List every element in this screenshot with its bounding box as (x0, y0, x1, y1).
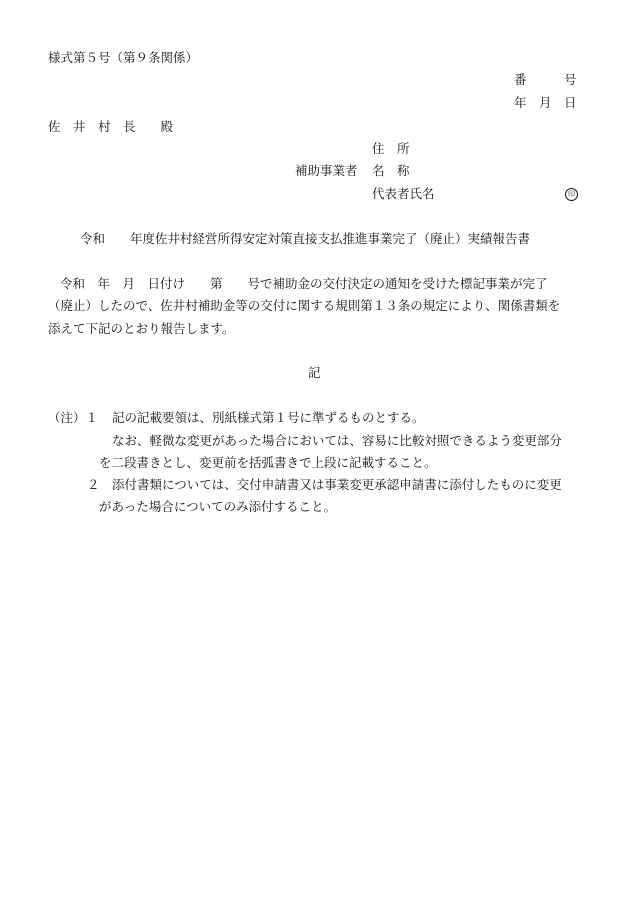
notes-label: （注）１ (48, 410, 99, 425)
note-2-line-2: があった場合についてのみ添付すること。 (99, 499, 337, 514)
form-number: 様式第５号（第９条関係） (48, 50, 199, 65)
applicant-representative-label: 代表者氏名 (372, 186, 435, 201)
document-title: 令和 年度佐井村経営所得安定対策直接支払推進事業完了（廃止）実績報告書 (80, 231, 531, 246)
applicant-address-label: 住 所 (372, 141, 410, 156)
note-1-line-3: を二段書きとし、変更前を括弧書きで上段に記載すること。 (99, 455, 437, 470)
ki-heading: 記 (308, 365, 321, 380)
body-line-1: 令和 年 月 日付け 第 号で補助金の交付決定の通知を受けた標記事業が完了 (60, 276, 548, 291)
body-line-2: （廃止）したので、佐井村補助金等の交付に関する規則第１３条の規定により、関係書類を (48, 298, 561, 313)
document-number-label: 番 号 (514, 72, 577, 87)
note-1-line-1: 記の記載要領は、別紙様式第１号に準ずるものとする。 (112, 410, 425, 425)
note-1-line-2: なお、軽微な変更があった場合においては、容易に比較対照できるよう変更部分 (112, 433, 562, 448)
applicant-group-label: 補助事業者 (295, 163, 358, 178)
applicant-name-label: 名 称 (372, 163, 410, 178)
addressee: 佐 井 村 長 殿 (48, 119, 174, 134)
seal-icon: 印 (565, 188, 578, 201)
body-line-3: 添えて下記のとおり報告します。 (48, 321, 235, 336)
note-2-line-1: 添付書類については、交付申請書又は事業変更承認申請書に添付したものに変更 (112, 477, 562, 492)
note-2-number: ２ (87, 477, 100, 492)
document-date-label: 年 月 日 (514, 95, 577, 110)
